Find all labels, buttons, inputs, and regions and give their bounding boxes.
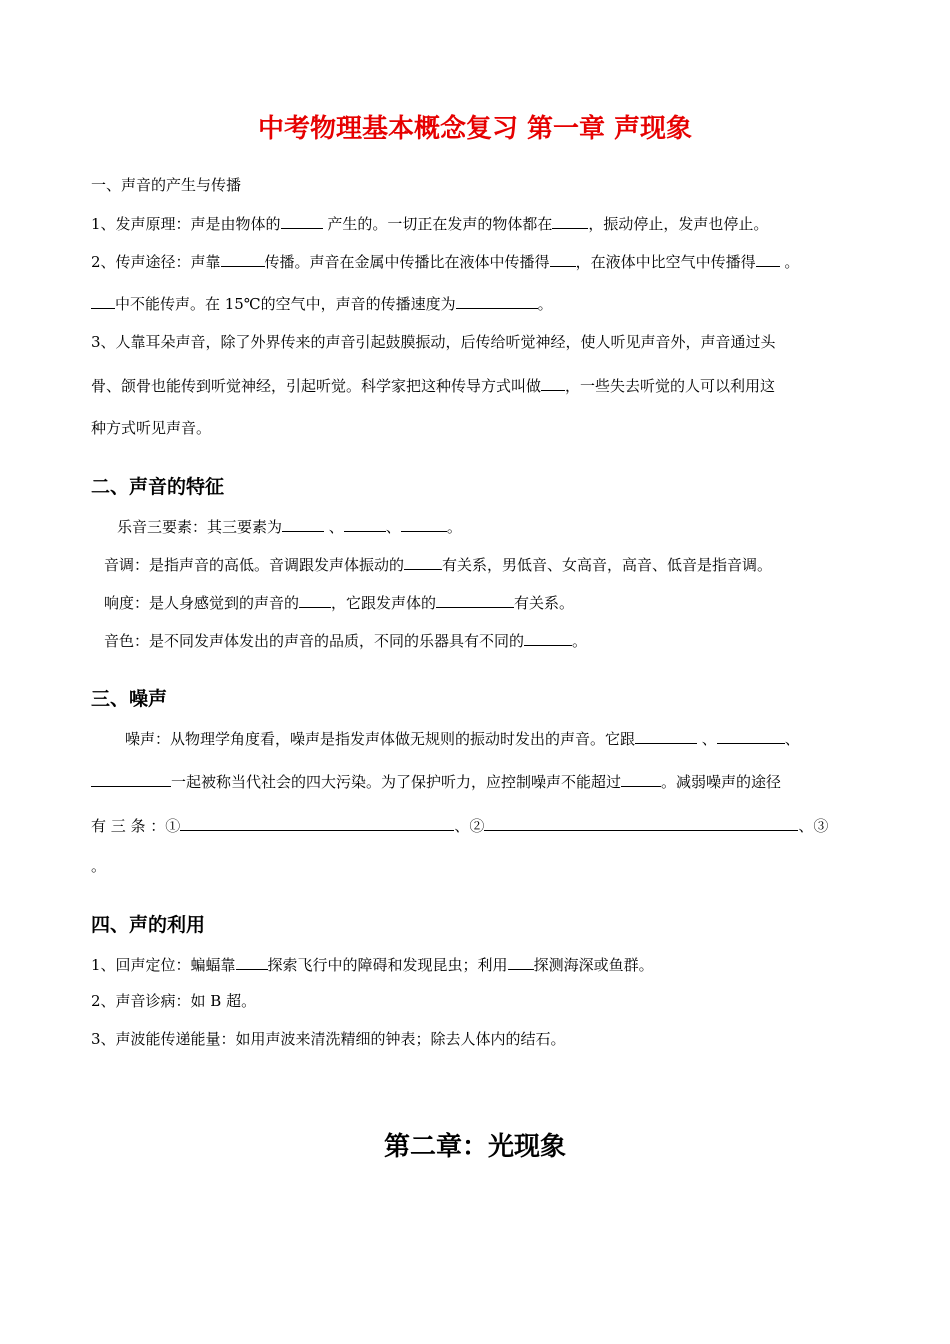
answer-blank[interactable] [635, 727, 697, 744]
chapter-2-title: 第二章：光现象 [383, 1132, 566, 1162]
text-span: 。 [446, 518, 462, 536]
page-title: 中考物理基本概念复习 第一章 声现象 [257, 114, 693, 144]
answer-blank[interactable] [91, 292, 115, 309]
answer-blank[interactable] [524, 629, 572, 646]
text-span: 一起被称当代社会的四大污染。为了保护听力，应控制噪声不能超过 [171, 773, 622, 791]
answer-blank[interactable] [282, 515, 324, 532]
answer-blank[interactable] [281, 212, 323, 229]
s1-paragraph-3-line-3: 种方式听见声音。 [91, 419, 212, 437]
s3-line-2 [91, 770, 781, 792]
text-span: ，一些失去听觉的人可以利用这 [565, 377, 776, 395]
text-span: 有 三 条 ：① [91, 817, 181, 835]
s1-paragraph-2 [91, 250, 799, 272]
text-span: 。 [537, 295, 553, 313]
answer-blank[interactable] [299, 591, 331, 608]
text-span: 产生的。一切正在发声的物体都在 [322, 215, 553, 233]
text-span: 探索飞行中的障碍和发现昆虫；利用 [267, 956, 508, 974]
answer-blank[interactable] [541, 374, 565, 391]
section-1-heading: 一、声音的产生与传播 [91, 176, 242, 194]
text-span: 、③ [798, 817, 829, 835]
text-span: 乐音三要素：其三要素为 [117, 518, 283, 536]
text-span: 、 [784, 730, 800, 748]
answer-blank[interactable] [404, 553, 442, 570]
answer-blank[interactable] [456, 292, 538, 309]
text-span: 2、传声途径：声靠 [91, 253, 221, 271]
answer-blank[interactable] [621, 770, 661, 787]
text-span: 、② [454, 817, 485, 835]
s2-line-3 [104, 591, 574, 613]
s2-line-2 [104, 553, 772, 575]
s3-line-4: 。 [91, 857, 107, 875]
answer-blank[interactable] [552, 212, 588, 229]
text-span: 、 [697, 730, 717, 748]
section-3-heading: 三、噪声 [91, 688, 168, 710]
s1-paragraph-1 [91, 212, 768, 234]
answer-blank[interactable] [550, 250, 576, 267]
text-span: 有关系，男低音、女高音，高音、低音是指音调。 [442, 556, 773, 574]
s2-line-4 [104, 629, 587, 651]
answer-blank[interactable] [484, 814, 798, 831]
text-span: 有关系。 [514, 594, 575, 612]
text-span: 。 [572, 632, 588, 650]
text-span: 响度：是人身感觉到的声音的 [104, 594, 300, 612]
answer-blank[interactable] [91, 770, 171, 787]
s4-line-2: 2、声音诊病：如 B 超。 [91, 992, 257, 1010]
s3-line-3 [91, 814, 828, 836]
s1-paragraph-2-cont [91, 292, 553, 314]
text-span: ，振动停止，发声也停止。 [588, 215, 769, 233]
text-span: ，在液体中比空气中传播得 [575, 253, 756, 271]
s2-line-1 [117, 515, 462, 537]
answer-blank[interactable] [221, 250, 265, 267]
text-span: 。 [779, 253, 800, 271]
text-span: 1、回声定位：蝙蝠靠 [91, 956, 236, 974]
answer-blank[interactable] [401, 515, 447, 532]
answer-blank[interactable] [344, 515, 386, 532]
s1-paragraph-3-line-1: 3、人靠耳朵声音，除了外界传来的声音引起鼓膜振动，后传给听觉神经，使人听见声音外，声音通过头 [91, 333, 776, 351]
answer-blank[interactable] [756, 250, 780, 267]
text-span: 、 [324, 518, 344, 536]
s1-paragraph-3-line-2 [91, 374, 775, 396]
answer-blank[interactable] [508, 953, 534, 970]
text-span: 音调：是指声音的高低。音调跟发声体振动的 [104, 556, 405, 574]
text-span: 骨、颌骨也能传到听觉神经，引起听觉。科学家把这种传导方式叫做 [91, 377, 542, 395]
answer-blank[interactable] [717, 727, 785, 744]
text-span: 中不能传声。在 15℃的空气中，声音的传播速度为 [115, 295, 456, 313]
answer-blank[interactable] [236, 953, 268, 970]
answer-blank[interactable] [180, 814, 454, 831]
text-span: 、 [385, 518, 401, 536]
text-span: 噪声：从物理学角度看，噪声是指发声体做无规则的振动时发出的声音。它跟 [125, 730, 636, 748]
text-span: 传播。声音在金属中传播比在液体中传播得 [264, 253, 550, 271]
text-span: 探测海深或鱼群。 [533, 956, 654, 974]
s3-line-1 [125, 727, 800, 749]
s4-line-3: 3、声波能传递能量：如用声波来清洗精细的钟表；除去人体内的结石。 [91, 1030, 566, 1048]
text-span: 音色：是不同发声体发出的声音的品质，不同的乐器具有不同的 [104, 632, 525, 650]
section-2-heading: 二、声音的特征 [91, 476, 225, 498]
text-span: ，它跟发声体的 [331, 594, 437, 612]
section-4-heading: 四、声的利用 [91, 914, 206, 936]
s4-line-1 [91, 953, 654, 975]
text-span: 。减弱噪声的途径 [661, 773, 782, 791]
text-span: 1、发声原理：声是由物体的 [91, 215, 281, 233]
answer-blank[interactable] [436, 591, 514, 608]
